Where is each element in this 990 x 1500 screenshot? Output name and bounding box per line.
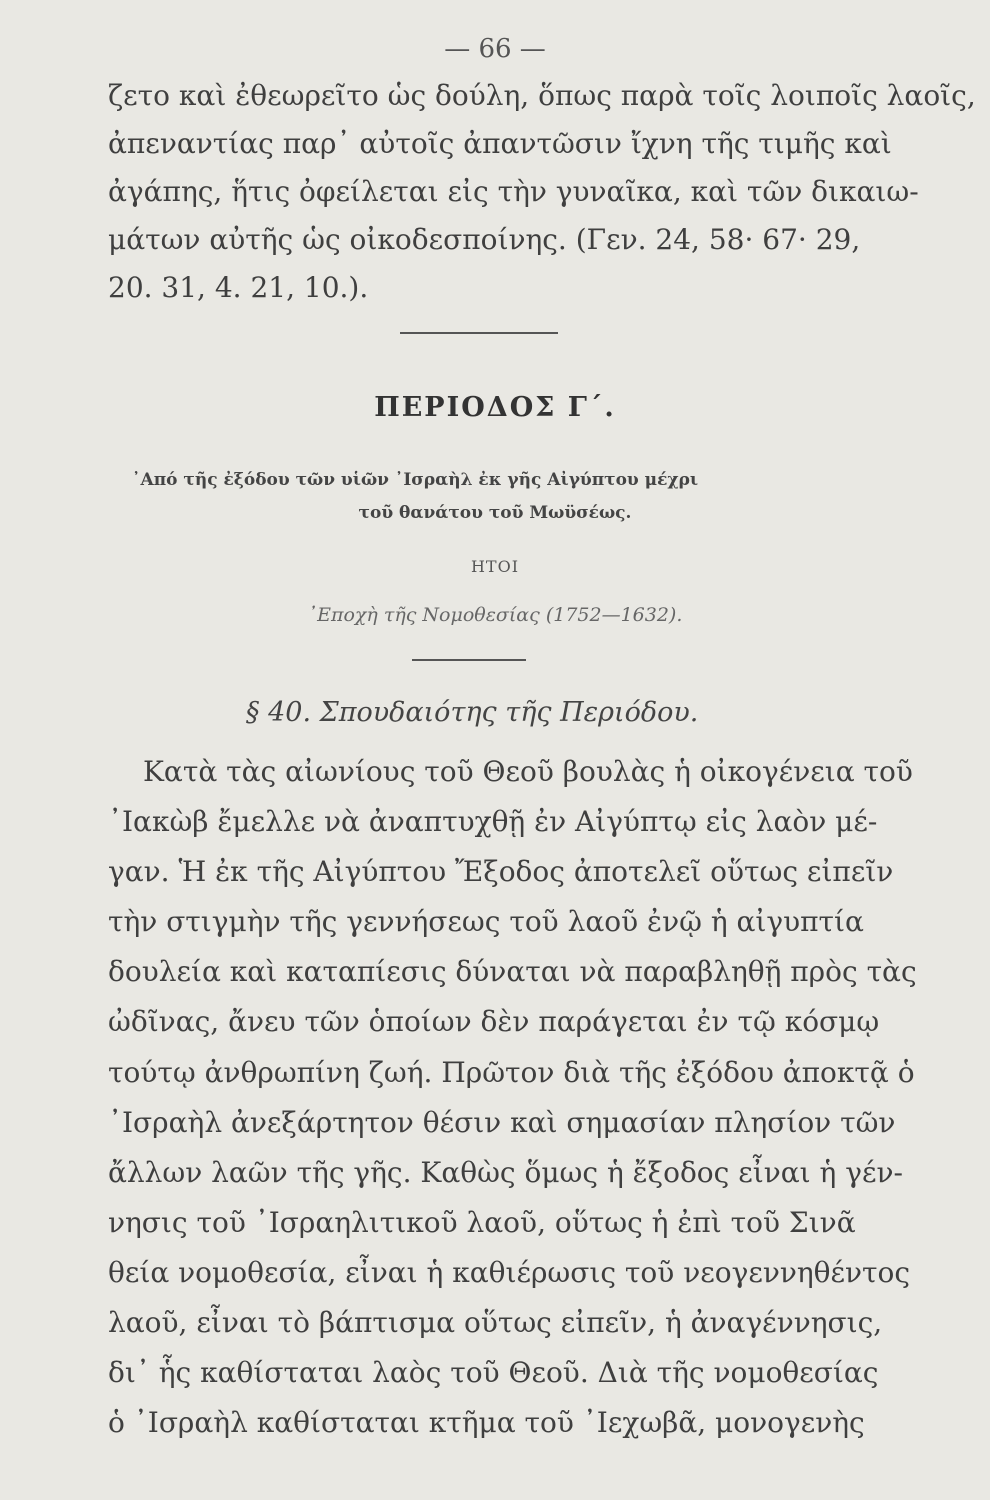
- line-text: μάτων αὐτῆς ὡς οἰκοδεσποίνης. (Γεν. 24, 58· 67· 29,: [108, 223, 861, 256]
- text-line: δι᾽ ἧς καθίσταται λαὸς τοῦ Θεοῦ. Διὰ τῆς νομοθεσίας: [108, 1356, 879, 1390]
- section-title: ΠΕΡΙΟΔΟΣ Γ΄.: [374, 392, 616, 423]
- section-subtitle-line-2: τοῦ θανάτου τοῦ Μωϋσέως.: [358, 503, 632, 523]
- text-line: ᾿Ισραὴλ ἀνεξάρτητον θέσιν καὶ σημασίαν πλησίον τῶν: [108, 1105, 896, 1139]
- line-text: ἀγάπης, ἥτις ὀφείλεται εἰς τὴν γυναῖκα, καὶ τῶν δικαιω-: [108, 175, 919, 208]
- text-line: [108, 264, 848, 312]
- text-line: ἄλλων λαῶν τῆς γῆς. Καθὼς ὅμως ἡ ἔξοδος εἶναι ἡ γέν-: [108, 1155, 903, 1189]
- section-epoch: ᾿Εποχὴ τῆς Νομοθεσίας (1752—1632).: [307, 604, 683, 626]
- text-line: τούτῳ ἀνθρωπίνη ζωή. Πρῶτον διὰ τῆς ἐξόδου ἀποκτᾷ ὁ: [108, 1055, 915, 1089]
- text-line: [108, 168, 919, 216]
- text-line: [108, 72, 976, 120]
- paragraph-heading: § 40. Σπουδαιότης τῆς Περιόδου.: [246, 697, 699, 728]
- text-line: [108, 216, 861, 264]
- text-line: γαν. Ἡ ἐκ τῆς Αἰγύπτου Ἔξοδος ἀποτελεῖ οὕτως εἰπεῖν: [108, 855, 894, 889]
- page-number: — 66 —: [444, 34, 546, 64]
- text-line: Κατὰ τὰς αἰωνίους τοῦ Θεοῦ βουλὰς ἡ οἰκογένεια τοῦ: [143, 755, 913, 788]
- section-subtitle-line-1: ᾿Από τῆς ἐξόδου τῶν υἱῶν ᾿Ισραὴλ ἐκ γῆς Αἰγύπτου μέχρι: [132, 470, 699, 490]
- text-line: θεία νομοθεσία, εἶναι ἡ καθιέρωσις τοῦ νεογεννηθέντος: [108, 1255, 911, 1289]
- text-line: ᾿Ιακὼβ ἔμελλε νὰ ἀναπτυχθῇ ἐν Αἰγύπτῳ εἰς λαὸν μέ-: [108, 805, 878, 839]
- line-text: ἀπεναντίας παρ᾽ αὐτοῖς ἀπαντῶσιν ἴχνη τῆς τιμῆς καὶ: [108, 127, 892, 160]
- section-etoi: ΗΤΟΙ: [470, 557, 520, 576]
- line-text: ζετο καὶ ἐθεωρεῖτο ὡς δούλη, ὅπως παρὰ τοῖς λοιποῖς λαοῖς,: [108, 79, 976, 112]
- top-paragraph: [108, 72, 976, 312]
- section-divider-top: [400, 332, 558, 334]
- text-line: [108, 120, 892, 168]
- text-line: τὴν στιγμὴν τῆς γεννήσεως τοῦ λαοῦ ἐνῷ ἡ αἰγυπτία: [108, 905, 864, 939]
- text-line: δουλεία καὶ καταπίεσις δύναται νὰ παραβληθῇ πρὸς τὰς: [108, 955, 917, 989]
- main-paragraph: [108, 747, 917, 1448]
- text-line: λαοῦ, εἶναι τὸ βάπτισμα οὕτως εἰπεῖν, ἡ ἀναγέννησις,: [108, 1306, 883, 1340]
- text-line: ὁ ᾿Ισραὴλ καθίσταται κτῆμα τοῦ ᾿Ιεχωβᾶ, μονογενὴς: [108, 1406, 865, 1440]
- text-line: ὠδῖνας, ἄνευ τῶν ὁποίων δὲν παράγεται ἐν τῷ κόσμῳ: [108, 1005, 880, 1039]
- section-divider-bottom: [412, 659, 526, 661]
- line-text: 20. 31, 4. 21, 10.).: [108, 271, 369, 304]
- text-line: νησις τοῦ ᾿Ισραηλιτικοῦ λαοῦ, οὕτως ἡ ἐπὶ τοῦ Σινᾶ: [108, 1205, 856, 1239]
